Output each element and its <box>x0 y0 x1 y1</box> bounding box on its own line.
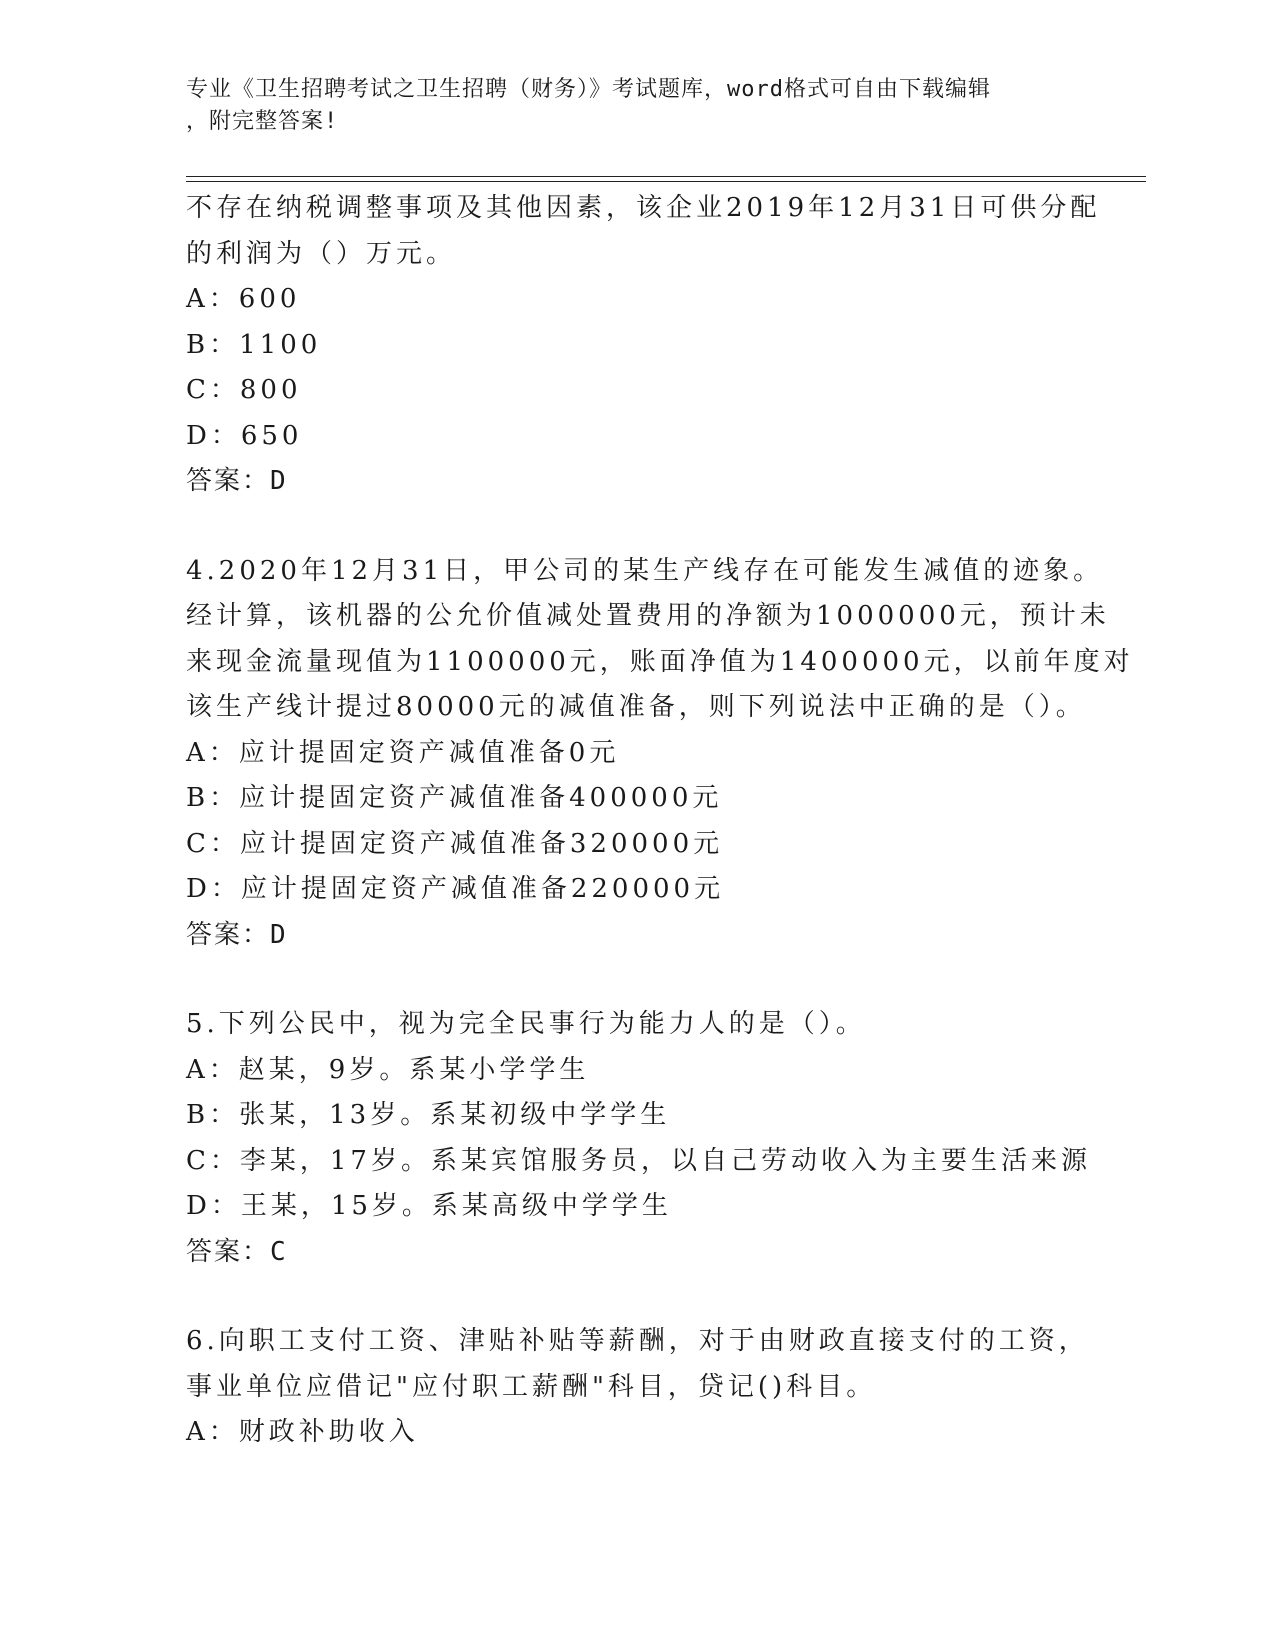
option-b: B：张某，13岁。系某初级中学学生 <box>186 1100 671 1130</box>
question-4 <box>186 549 1134 959</box>
question-stem-line: 4.2020年12月31日，甲公司的某生产线存在可能发生减值的迹象。 <box>186 555 1104 586</box>
header-divider-top <box>186 176 1146 177</box>
header-line-2: ，附完整答案! <box>186 109 339 134</box>
question-3 <box>186 186 1101 505</box>
question-5 <box>186 1002 1091 1275</box>
option-a: A：赵某，9岁。系某小学学生 <box>186 1054 590 1085</box>
answer: 答案：D <box>186 919 288 950</box>
question-6 <box>186 1319 1089 1456</box>
option-a: A：应计提固定资产减值准备0元 <box>186 737 620 768</box>
question-stem-line: 事业单位应借记"应付职工薪酬"科目，贷记()科目。 <box>186 1371 877 1402</box>
question-stem-line: 不存在纳税调整事项及其他因素，该企业2019年12月31日可供分配 <box>186 193 1101 223</box>
option-b: B：应计提固定资产减值准备400000元 <box>186 783 723 813</box>
option-d: D：650 <box>186 420 303 451</box>
question-stem-line: 的利润为（）万元。 <box>186 238 457 269</box>
question-content <box>186 186 1134 1456</box>
question-stem-line: 来现金流量现值为1100000元，账面净值为1400000元，以前年度对 <box>186 646 1134 677</box>
header-divider-bottom <box>186 181 1146 182</box>
question-stem-line: 5.下列公民中，视为完全民事行为能力人的是（）。 <box>186 1009 866 1039</box>
option-c: C：李某，17岁。系某宾馆服务员，以自己劳动收入为主要生活来源 <box>186 1145 1091 1176</box>
spacer <box>186 958 1086 1002</box>
answer: 答案：D <box>186 466 288 496</box>
option-d: D：应计提固定资产减值准备220000元 <box>186 874 725 904</box>
question-stem-line: 该生产线计提过80000元的减值准备，则下列说法中正确的是（）。 <box>186 692 1086 722</box>
question-stem-line: 经计算，该机器的公允价值减处置费用的净额为1000000元，预计未 <box>186 601 1110 631</box>
option-a: A：财政补助收入 <box>186 1417 419 1447</box>
option-a: A：600 <box>186 284 301 314</box>
option-c: C：800 <box>186 375 302 405</box>
question-stem-line: 6.向职工支付工资、津贴补贴等薪酬，对于由财政直接支付的工资， <box>186 1326 1089 1356</box>
option-b: B：1100 <box>186 329 322 360</box>
document-header <box>186 74 1066 138</box>
option-d: D：王某，15岁。系某高级中学学生 <box>186 1191 672 1221</box>
header-line-1: 专业《卫生招聘考试之卫生招聘（财务）》考试题库，word格式可自由下载编辑 <box>186 77 991 102</box>
spacer <box>186 505 1086 549</box>
spacer <box>186 1275 1086 1319</box>
answer: 答案：C <box>186 1236 288 1267</box>
option-c: C：应计提固定资产减值准备320000元 <box>186 828 724 859</box>
